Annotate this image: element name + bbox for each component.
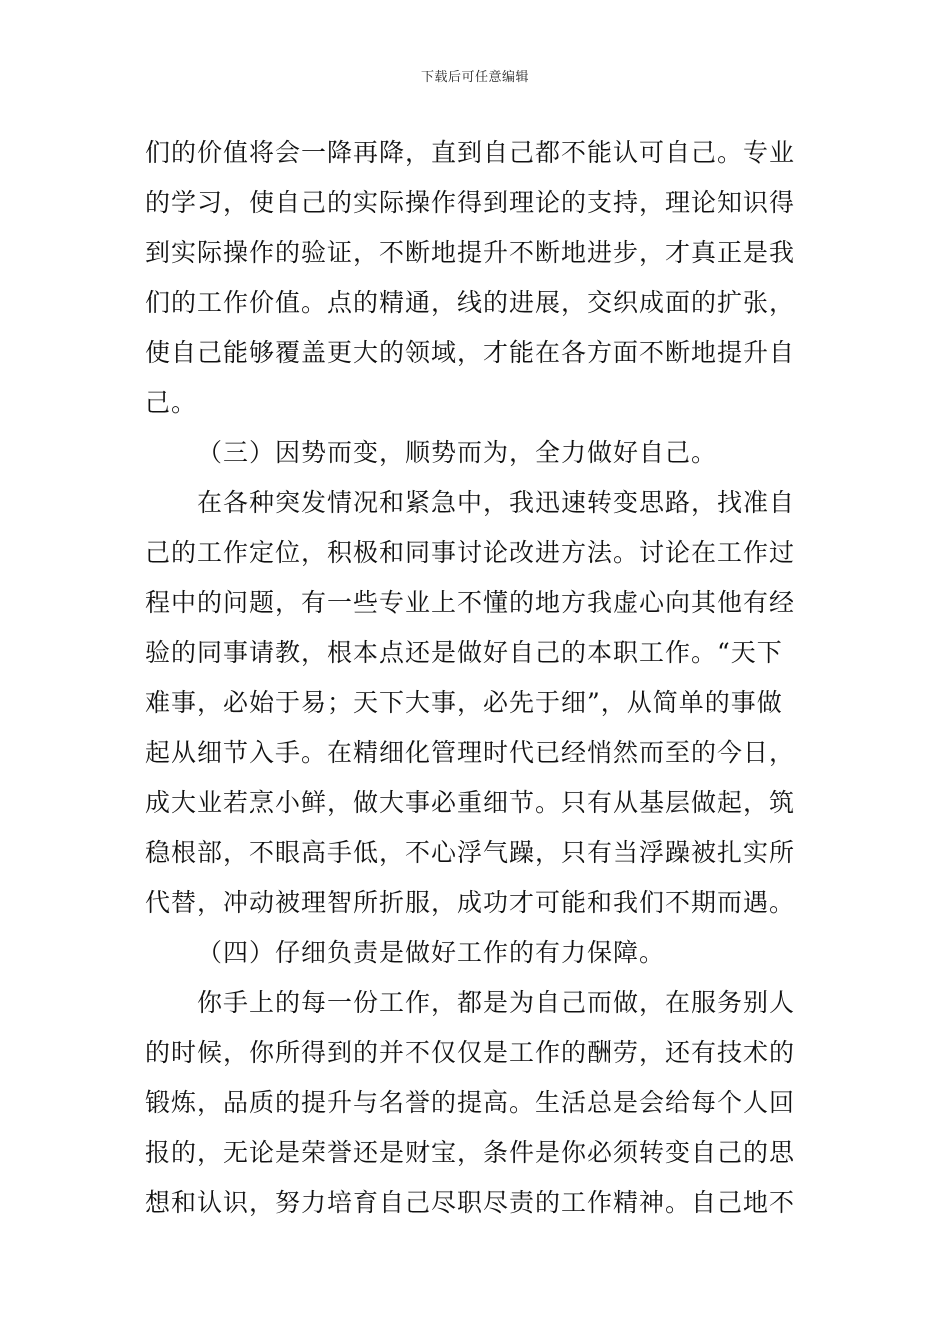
document-body [145, 128, 810, 1228]
text-line: 程中的问题，有一些专业上不懂的地方我虚心向其他有经 [145, 588, 796, 617]
text-line: 成大业若烹小鲜，做大事必重细节。只有从基层做起，筑 [145, 788, 796, 817]
text-line: 代替，冲动被理智所折服，成功才可能和我们不期而遇。 [145, 888, 796, 917]
text-line: 稳根部，不眼高手低，不心浮气躁，只有当浮躁被扎实所 [145, 838, 796, 867]
section-heading: （三）因势而变，顺势而为，全力做好自己。 [197, 438, 718, 467]
text-line: 锻炼，品质的提升与名誉的提高。生活总是会给每个人回 [145, 1088, 796, 1117]
text-line: 己的工作定位，积极和同事讨论改进方法。讨论在工作过 [145, 538, 796, 567]
section-heading: （四）仔细负责是做好工作的有力保障。 [197, 938, 666, 967]
page-header-note: 下载后可任意编辑 [420, 70, 529, 85]
text-line: 报的，无论是荣誉还是财宝，条件是你必须转变自己的思 [145, 1138, 796, 1167]
text-line: 使自己能够覆盖更大的领域，才能在各方面不断地提升自 [145, 338, 796, 367]
text-line: 难事，必始于易；天下大事，必先于细”，从简单的事做 [145, 688, 783, 717]
text-line: 到实际操作的验证，不断地提升不断地进步，才真正是我 [145, 238, 796, 267]
text-line: 起从细节入手。在精细化管理时代已经悄然而至的今日， [145, 738, 796, 767]
text-line: 想和认识，努力培育自己尽职尽责的工作精神。自己地不 [145, 1188, 796, 1217]
text-line: 们的价值将会一降再降，直到自己都不能认可自己。专业 [145, 138, 796, 167]
paragraph-start: 你手上的每一份工作，都是为自己而做，在服务别人 [197, 988, 796, 1017]
paragraph-start: 在各种突发情况和紧急中，我迅速转变思路，找准自 [197, 488, 796, 517]
text-line: 们的工作价值。点的精通，线的进展，交织成面的扩张， [145, 288, 796, 317]
text-line: 的学习，使自己的实际操作得到理论的支持，理论知识得 [145, 188, 796, 217]
text-line: 验的同事请教，根本点还是做好自己的本职工作。“天下 [145, 638, 783, 667]
text-line: 的时候，你所得到的并不仅仅是工作的酬劳，还有技术的 [145, 1038, 796, 1067]
text-line: 己。 [145, 388, 198, 417]
